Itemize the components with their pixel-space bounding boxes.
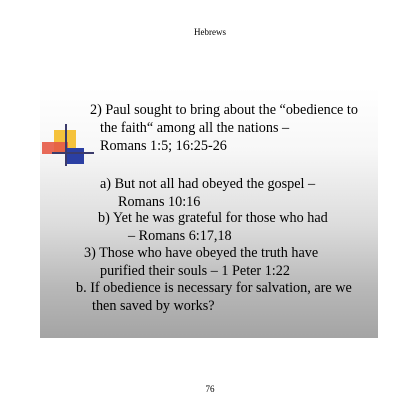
slide-line-7: – Romans 6:17,18 xyxy=(128,228,232,244)
slide-line-1: 2) Paul sought to bring about the “obedience to xyxy=(90,102,358,118)
slide-line-5: Romans 10:16 xyxy=(118,194,201,210)
slide-line-8: 3) Those who have obeyed the truth have xyxy=(84,245,319,261)
slide-line-4: a) But not all had obeyed the gospel – xyxy=(100,176,316,192)
slide-line-2: the faith“ among all the nations – xyxy=(100,120,290,136)
slide-line-6: b) Yet he was grateful for those who had xyxy=(98,210,328,226)
logo-vertical-line xyxy=(65,124,67,166)
slide-line-9: purified their souls – 1 Peter 1:22 xyxy=(100,263,290,279)
page-header-title: Hebrews xyxy=(194,27,226,37)
logo-horizontal-line xyxy=(52,152,94,154)
slide-line-10: b. If obedience is necessary for salvation, are we xyxy=(76,280,352,296)
slide-decoration-logo xyxy=(40,88,100,168)
logo-blue-square xyxy=(66,148,84,164)
slide xyxy=(40,88,378,338)
slide-line-3: Romans 1:5; 16:25-26 xyxy=(100,138,227,154)
page-number: 76 xyxy=(205,384,215,394)
slide-line-11: then saved by works? xyxy=(92,298,215,314)
